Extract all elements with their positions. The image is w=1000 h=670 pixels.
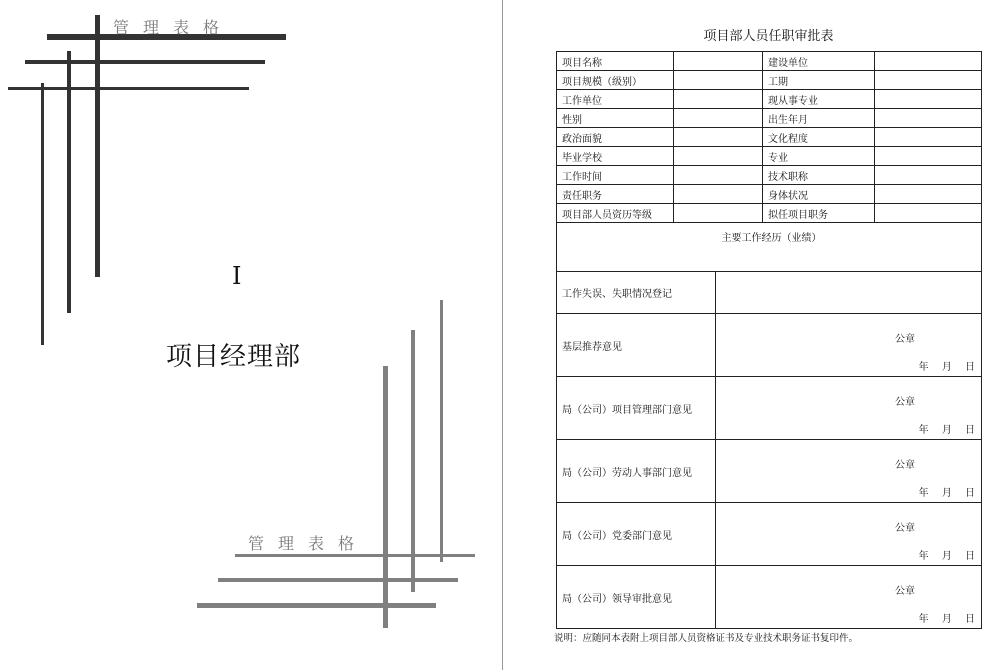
field-label: 专业 xyxy=(763,147,875,166)
approval-row xyxy=(557,377,982,440)
decor-line xyxy=(218,578,458,582)
approval-row xyxy=(557,566,982,629)
field-label: 项目部人员资历等级 xyxy=(557,204,674,223)
field-label: 现从事专业 xyxy=(763,90,875,109)
field-value[interactable] xyxy=(875,109,982,128)
field-label: 建设单位 xyxy=(763,52,875,71)
seal-label: 公章 xyxy=(895,397,915,408)
field-value[interactable] xyxy=(875,128,982,147)
date-label: 年 月 日 xyxy=(918,425,975,436)
decor-line xyxy=(383,366,388,628)
approval-label: 基层推荐意见 xyxy=(557,314,716,377)
failure-label: 工作失误、失职情况登记 xyxy=(557,272,716,314)
decor-line xyxy=(235,554,475,557)
approval-opinion[interactable] xyxy=(716,314,982,377)
info-row xyxy=(557,185,982,204)
field-value[interactable] xyxy=(674,109,763,128)
seal-label: 公章 xyxy=(895,523,915,534)
approval-label: 局（公司）党委部门意见 xyxy=(557,503,716,566)
field-value[interactable] xyxy=(674,52,763,71)
field-value[interactable] xyxy=(674,90,763,109)
field-value[interactable] xyxy=(875,185,982,204)
experience-label: 主要工作经历（业绩） xyxy=(721,233,822,244)
info-row xyxy=(557,109,982,128)
seal-label: 公章 xyxy=(895,586,915,597)
field-value[interactable] xyxy=(875,90,982,109)
info-row xyxy=(557,204,982,223)
field-label: 责任职务 xyxy=(557,185,674,204)
decor-line xyxy=(67,51,71,313)
approval-row xyxy=(557,503,982,566)
approval-label: 局（公司）劳动人事部门意见 xyxy=(557,440,716,503)
info-row xyxy=(557,90,982,109)
approval-opinion[interactable] xyxy=(716,377,982,440)
field-value[interactable] xyxy=(674,71,763,90)
approval-form-table xyxy=(556,51,982,629)
field-label: 毕业学校 xyxy=(557,147,674,166)
field-label: 身体状况 xyxy=(763,185,875,204)
field-label: 技术职称 xyxy=(763,166,875,185)
field-value[interactable] xyxy=(674,166,763,185)
decor-line xyxy=(95,15,100,277)
experience-section[interactable] xyxy=(557,223,982,272)
field-value[interactable] xyxy=(875,147,982,166)
date-label: 年 月 日 xyxy=(918,488,975,499)
approval-opinion[interactable] xyxy=(716,566,982,629)
field-label: 出生年月 xyxy=(763,109,875,128)
form-title: 项目部人员任职审批表 xyxy=(703,29,834,44)
field-label: 工作单位 xyxy=(557,90,674,109)
cover-top-label: 管理表格 xyxy=(113,18,234,37)
approval-row xyxy=(557,314,982,377)
cover-bottom-label: 管理表格 xyxy=(248,534,369,553)
info-row xyxy=(557,128,982,147)
seal-label: 公章 xyxy=(895,334,915,345)
field-label: 工期 xyxy=(763,71,875,90)
field-value[interactable] xyxy=(875,204,982,223)
decor-line xyxy=(41,83,44,345)
decor-line xyxy=(440,300,443,562)
field-label: 项目规模（级别） xyxy=(557,71,674,90)
decor-line xyxy=(8,87,249,90)
decor-line xyxy=(25,60,265,64)
seal-label: 公章 xyxy=(895,460,915,471)
date-label: 年 月 日 xyxy=(918,362,975,373)
approval-opinion[interactable] xyxy=(716,440,982,503)
field-value[interactable] xyxy=(674,204,763,223)
info-row xyxy=(557,71,982,90)
field-value[interactable] xyxy=(875,166,982,185)
field-value[interactable] xyxy=(674,147,763,166)
field-label: 拟任项目职务 xyxy=(763,204,875,223)
date-label: 年 月 日 xyxy=(918,551,975,562)
page-divider xyxy=(502,0,503,670)
approval-label: 局（公司）领导审批意见 xyxy=(557,566,716,629)
field-label: 性别 xyxy=(557,109,674,128)
form-note: 说明：应随同本表附上项目部人员资格证书及专业技术职务证书复印件。 xyxy=(554,633,859,644)
field-label: 工作时间 xyxy=(557,166,674,185)
field-value[interactable] xyxy=(674,128,763,147)
field-value[interactable] xyxy=(674,185,763,204)
decor-line xyxy=(197,603,436,608)
field-value[interactable] xyxy=(875,71,982,90)
approval-opinion[interactable] xyxy=(716,503,982,566)
failure-value[interactable] xyxy=(716,272,982,314)
info-row xyxy=(557,166,982,185)
department-title: 项目经理部 xyxy=(166,342,302,372)
approval-row xyxy=(557,440,982,503)
field-label: 项目名称 xyxy=(557,52,674,71)
field-label: 文化程度 xyxy=(763,128,875,147)
decor-line xyxy=(411,330,415,592)
field-value[interactable] xyxy=(875,52,982,71)
info-row xyxy=(557,52,982,71)
date-label: 年 月 日 xyxy=(918,614,975,625)
info-row xyxy=(557,147,982,166)
field-label: 政治面貌 xyxy=(557,128,674,147)
volume-number: I xyxy=(232,262,242,290)
approval-label: 局（公司）项目管理部门意见 xyxy=(557,377,716,440)
